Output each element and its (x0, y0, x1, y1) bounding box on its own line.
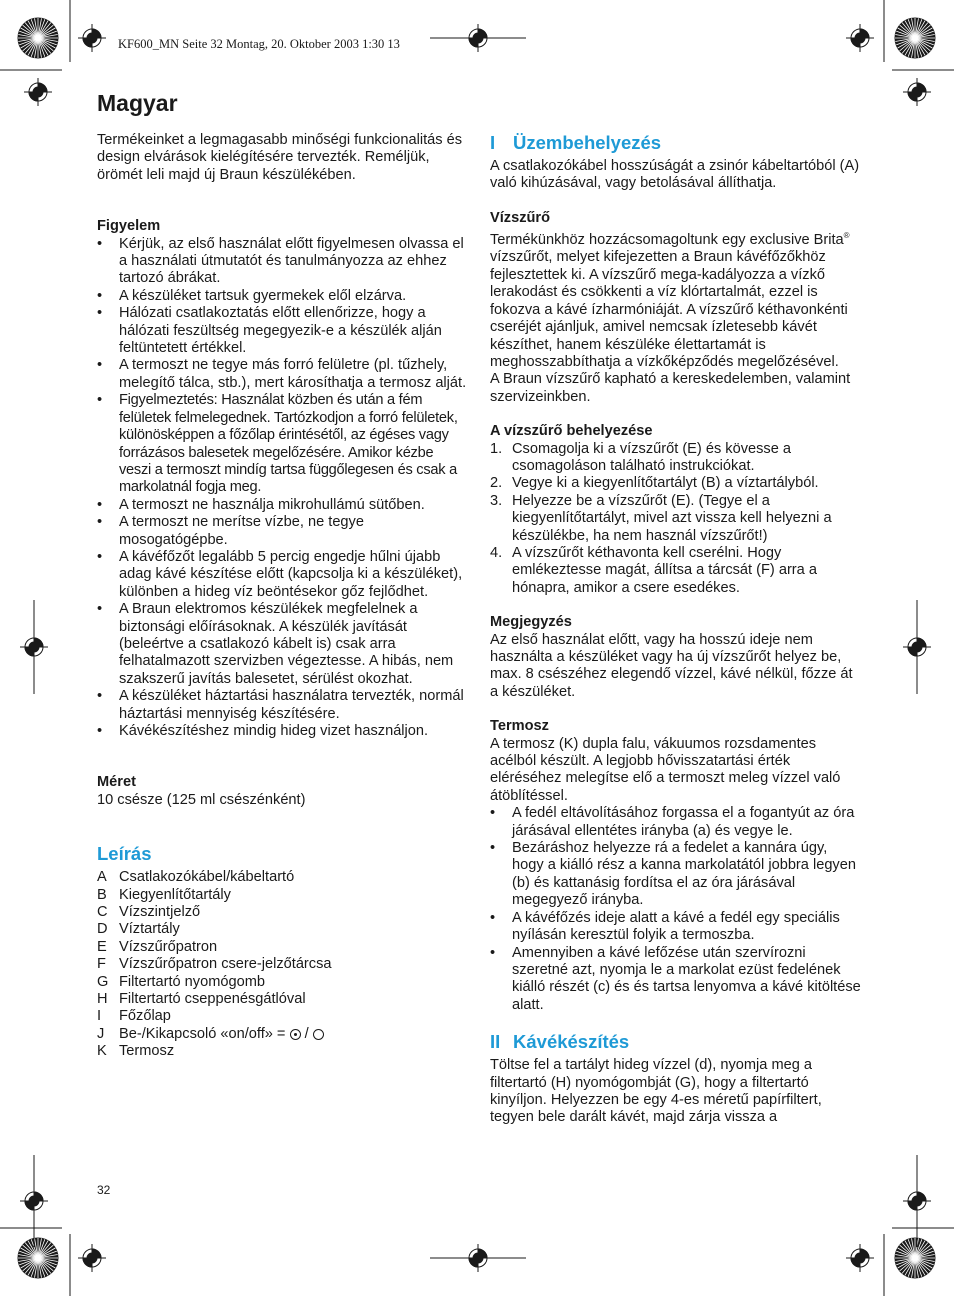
legend-row (97, 939, 469, 956)
list-item: • A kávéfőzés ideje alatt a kávé a fedél egy speciális nyílásán keresztül folyik a termoszba. (490, 910, 862, 945)
registration-mark-right-top (903, 78, 931, 106)
legend-row (97, 904, 469, 921)
legend-text: Termosz (119, 1043, 175, 1060)
list-item: • A kávéfőzőt legalább 5 percig engedje hűlni újabb adag kávé készítése előtt (kapcsolja ki a készüléket), különben a hideg víz beöntésekor gőz fejlődhet. (97, 549, 469, 601)
step-text: Helyezze be a vízszűrőt (E). (Tegye el a kiegyenlítőtartályt, mivel azt vissza kell helyezni a készülékbe, ha nem használ vízszűrőt!) (512, 492, 832, 544)
registration-mark-top-right (846, 24, 874, 52)
section-2-text: Töltse fel a tartályt hideg vízzel (d), nyomja meg a filtertartó (H) nyomógombját (G), hogy a filtertartó kinyíljon. Helyezzen be egy 4-es méretű papírfiltert, tegyen bele darált kávét, majd zárja vissza a (490, 1057, 822, 1126)
vizszuro-heading: Vízszűrő (490, 209, 551, 226)
section-title: Kávékészítés (513, 1031, 630, 1053)
legend-key: E (97, 938, 107, 955)
list-item: • A Braun elektromos készülékek megfelelnek a biztonsági előírásoknak. A készülék javítását (beleértve a csatlakozó kábelt is) csak arra felhatalmazott szervizben végeztesse. A hibás, nem szakszerű javítás balesetet, sérülést okozhat. (97, 601, 469, 688)
legend-text: Főzőlap (119, 1008, 171, 1025)
legend-key: K (97, 1043, 107, 1060)
legend-key: H (97, 991, 108, 1008)
legend-row (97, 974, 469, 991)
color-wheel-top-right (895, 18, 935, 58)
legend-row (97, 956, 469, 973)
section-1-text: A csatlakozókábel hosszúságát a zsinór kábeltartóból (A) való kihúzásával, vagy betolásával állíthatja. (490, 158, 860, 192)
legend-row (97, 1043, 469, 1060)
list-item: • A termoszt ne használja mikrohullámú sütőben. (97, 497, 469, 514)
color-wheel-bottom-left (18, 1238, 58, 1278)
list-item: • Figyelmeztetés: Használat közben és után a fém felületek felmelegednek. Tartózkodjon a forró felületek, különösképpen a főzőlap érintésétől, az égéses vagy forrázásos balesetek megelőzésére. Amikor kézbe veszi a termoszt mindíg tartsa függőlegesen és csak a markolatnál fogja meg. (97, 392, 469, 496)
list-item: • A készüléket háztartási használatra tervezték, normál háztartási mennyiség készítésére. (97, 688, 469, 723)
section-number: II (490, 1031, 501, 1053)
step-text: Csomagolja ki a vízszűrőt (E) és kövesse a csomagoláson található instrukciókat. (512, 440, 792, 474)
list-item (490, 475, 862, 492)
legend-key: F (97, 956, 106, 973)
section-2-heading (490, 1031, 862, 1053)
section-number: I (490, 132, 496, 153)
step-number: 1. (490, 440, 503, 457)
registration-mark-top-left (78, 24, 106, 52)
power-on-icon (290, 1029, 301, 1040)
termosz-heading: Termosz (490, 718, 549, 735)
legend-key: C (97, 904, 108, 921)
legend-row (97, 887, 469, 904)
list-item: • Kávékészítéshez mindig hideg vizet használjon. (97, 723, 469, 740)
section-1-heading (490, 132, 862, 154)
legend-text: Vízszűrőpatron (119, 938, 218, 955)
behelyezese-heading: A vízszűrő behelyezése (490, 423, 653, 440)
print-slug: KF600_MN Seite 32 Montag, 20. Oktober 2003 1:30 13 (118, 37, 400, 51)
vizszuro-text-part: Termékünkhöz hozzácsomagoltunk egy exclusive Brita (490, 232, 844, 249)
legend-key: I (97, 1008, 102, 1025)
legend-text: Vízszűrőpatron csere-jelzőtárcsa (119, 956, 332, 973)
termosz-list (490, 805, 862, 1014)
legend-row (97, 869, 469, 886)
legend-row (97, 921, 469, 938)
legend-text: Filtertartó nyomógomb (119, 973, 265, 990)
section-title: Üzembehelyezés (513, 132, 662, 153)
legend-key: A (97, 869, 107, 886)
legend-row (97, 991, 469, 1008)
legend-key: D (97, 921, 108, 938)
legend-text: Víztartály (119, 921, 180, 938)
legend-text: Filtertartó cseppenésgátlóval (119, 991, 306, 1008)
left-column (97, 132, 469, 1061)
registered-mark: ® (843, 231, 850, 241)
leiras-heading: Leírás (97, 843, 152, 865)
vizszuro-text-part: vízszűrőt, melyet kifejezetten a Braun kávéfőzőkhöz fejlesztettek ki. A vízszűrő mega-kadályozza a vízkő lerakodást és csökkenti a víz klórtartalmát, ezzel is fokozva a kávé ízharmóniáját. A vízszűrő kéthavonkénti cseréjét ajánljuk, amivel nemcsak ízletesebb kávét készíthet, hanem készüléke élettartamát is meghosszabbíthatja a vízkőképződés megelőzésével. (490, 249, 848, 370)
switch-separator: / (304, 1025, 309, 1042)
figyelem-heading: Figyelem (97, 218, 161, 235)
right-column (490, 132, 862, 1127)
list-item: • Bezáráshoz helyezze rá a fedelet a kannára úgy, hogy a kiálló rész a kanna markolatától jobbra legyen (b) és kattanásig fordítsa el az óra járásával megegyező irányba. (490, 840, 862, 910)
legend-key: G (97, 973, 109, 990)
switch-label: Be-/Kikapcsoló «on/off» = (119, 1025, 286, 1042)
list-item: • A fedél eltávolításához forgassa el a fogantyút az óra járásával ellentétes irányba (a) és vegye le. (490, 805, 862, 840)
legend-row (97, 1026, 469, 1043)
registration-mark-bottom-right (846, 1244, 874, 1272)
legend-text: Csatlakozókábel/kábeltartó (119, 869, 295, 886)
legend-text: Kiegyenlítőtartály (119, 886, 231, 903)
megjegyzes-heading: Megjegyzés (490, 614, 572, 631)
vizszuro-text-2: A Braun vízszűrő kapható a kereskedelemben, valamint szervizeinkben. (490, 371, 851, 405)
list-item (490, 545, 862, 597)
vizszuro-text (490, 227, 862, 371)
step-text: A vízszűrőt kéthavonta kell cserélni. Hogy emlékeztesse magát, állítsa a tárcsát (F) arra a hónapra, amikor a csere esedékes. (512, 544, 817, 596)
list-item: • Hálózati csatlakoztatás előtt ellenőrizze, hogy a hálózati feszültség megegyezik-e a készülék alján feltüntetett értékkel. (97, 305, 469, 357)
legend-row (97, 1008, 469, 1025)
parts-legend (97, 869, 469, 1060)
step-text: Vegye ki a kiegyenlítőtartályt (B) a víztartályból. (512, 475, 819, 492)
color-wheel-bottom-right (895, 1238, 935, 1278)
list-item: • Amennyiben a kávé lefőzése után szervírozni szeretné azt, nyomja le a markolat ezüst fedelének kiálló részét (c) és és tartsa lenyomva a kávé kitöltése alatt. (490, 945, 862, 1015)
registration-mark-left-top (24, 78, 52, 106)
page-number: 32 (97, 1183, 111, 1197)
color-wheel-top-left (18, 18, 58, 58)
legend-text: Vízszintjelző (119, 904, 201, 921)
legend-key: J (97, 1025, 105, 1042)
list-item: • A termoszt ne merítse vízbe, ne tegye mosogatógépbe. (97, 514, 469, 549)
list-item: • Kérjük, az első használat előtt figyelmesen olvassa el a használati útmutatót és tanulmányozza az ehhez tartozó ábrákat. (97, 236, 469, 288)
power-off-icon (313, 1029, 324, 1040)
legend-text (119, 1026, 324, 1043)
list-item (490, 493, 862, 545)
list-item: • A készüléket tartsuk gyermekek elől elzárva. (97, 288, 469, 305)
list-item (490, 441, 862, 476)
registration-mark-bottom-left (78, 1244, 106, 1272)
step-number: 2. (490, 475, 503, 492)
meret-text: 10 csésze (125 ml csészénként) (97, 791, 306, 808)
behelyezese-steps (490, 441, 862, 598)
step-number: 4. (490, 544, 503, 561)
step-number: 3. (490, 492, 503, 509)
figyelem-list (97, 236, 469, 741)
intro-paragraph: Termékeinket a legmagasabb minőségi funkcionalitás és design elvárások kielégítésére tervezték. Reméljük, örömét leli majd új Braun készülékében. (97, 132, 463, 183)
megjegyzes-text: Az első használat előtt, vagy ha hosszú ideje nem használta a készüléket vagy ha új vízszűrőt helyez be, max. 8 csészéhez elegendő vízzel, kávé nélkül, főzze át a készüléket. (490, 631, 853, 700)
termosz-text: A termosz (K) dupla falu, vákuumos rozsdamentes acélból készült. A legjobb hővisszatartási érték eléréséhez melegítse elő a termoszt meleg vízzel való átöblítéssel. (490, 735, 841, 804)
list-item: • A termoszt ne tegye más forró felületre (pl. tűzhely, melegítő tálca, stb.), mert károsíthatja a termosz alját. (97, 357, 469, 392)
page-title: Magyar (97, 90, 178, 116)
legend-key: B (97, 886, 107, 903)
meret-heading: Méret (97, 774, 136, 791)
